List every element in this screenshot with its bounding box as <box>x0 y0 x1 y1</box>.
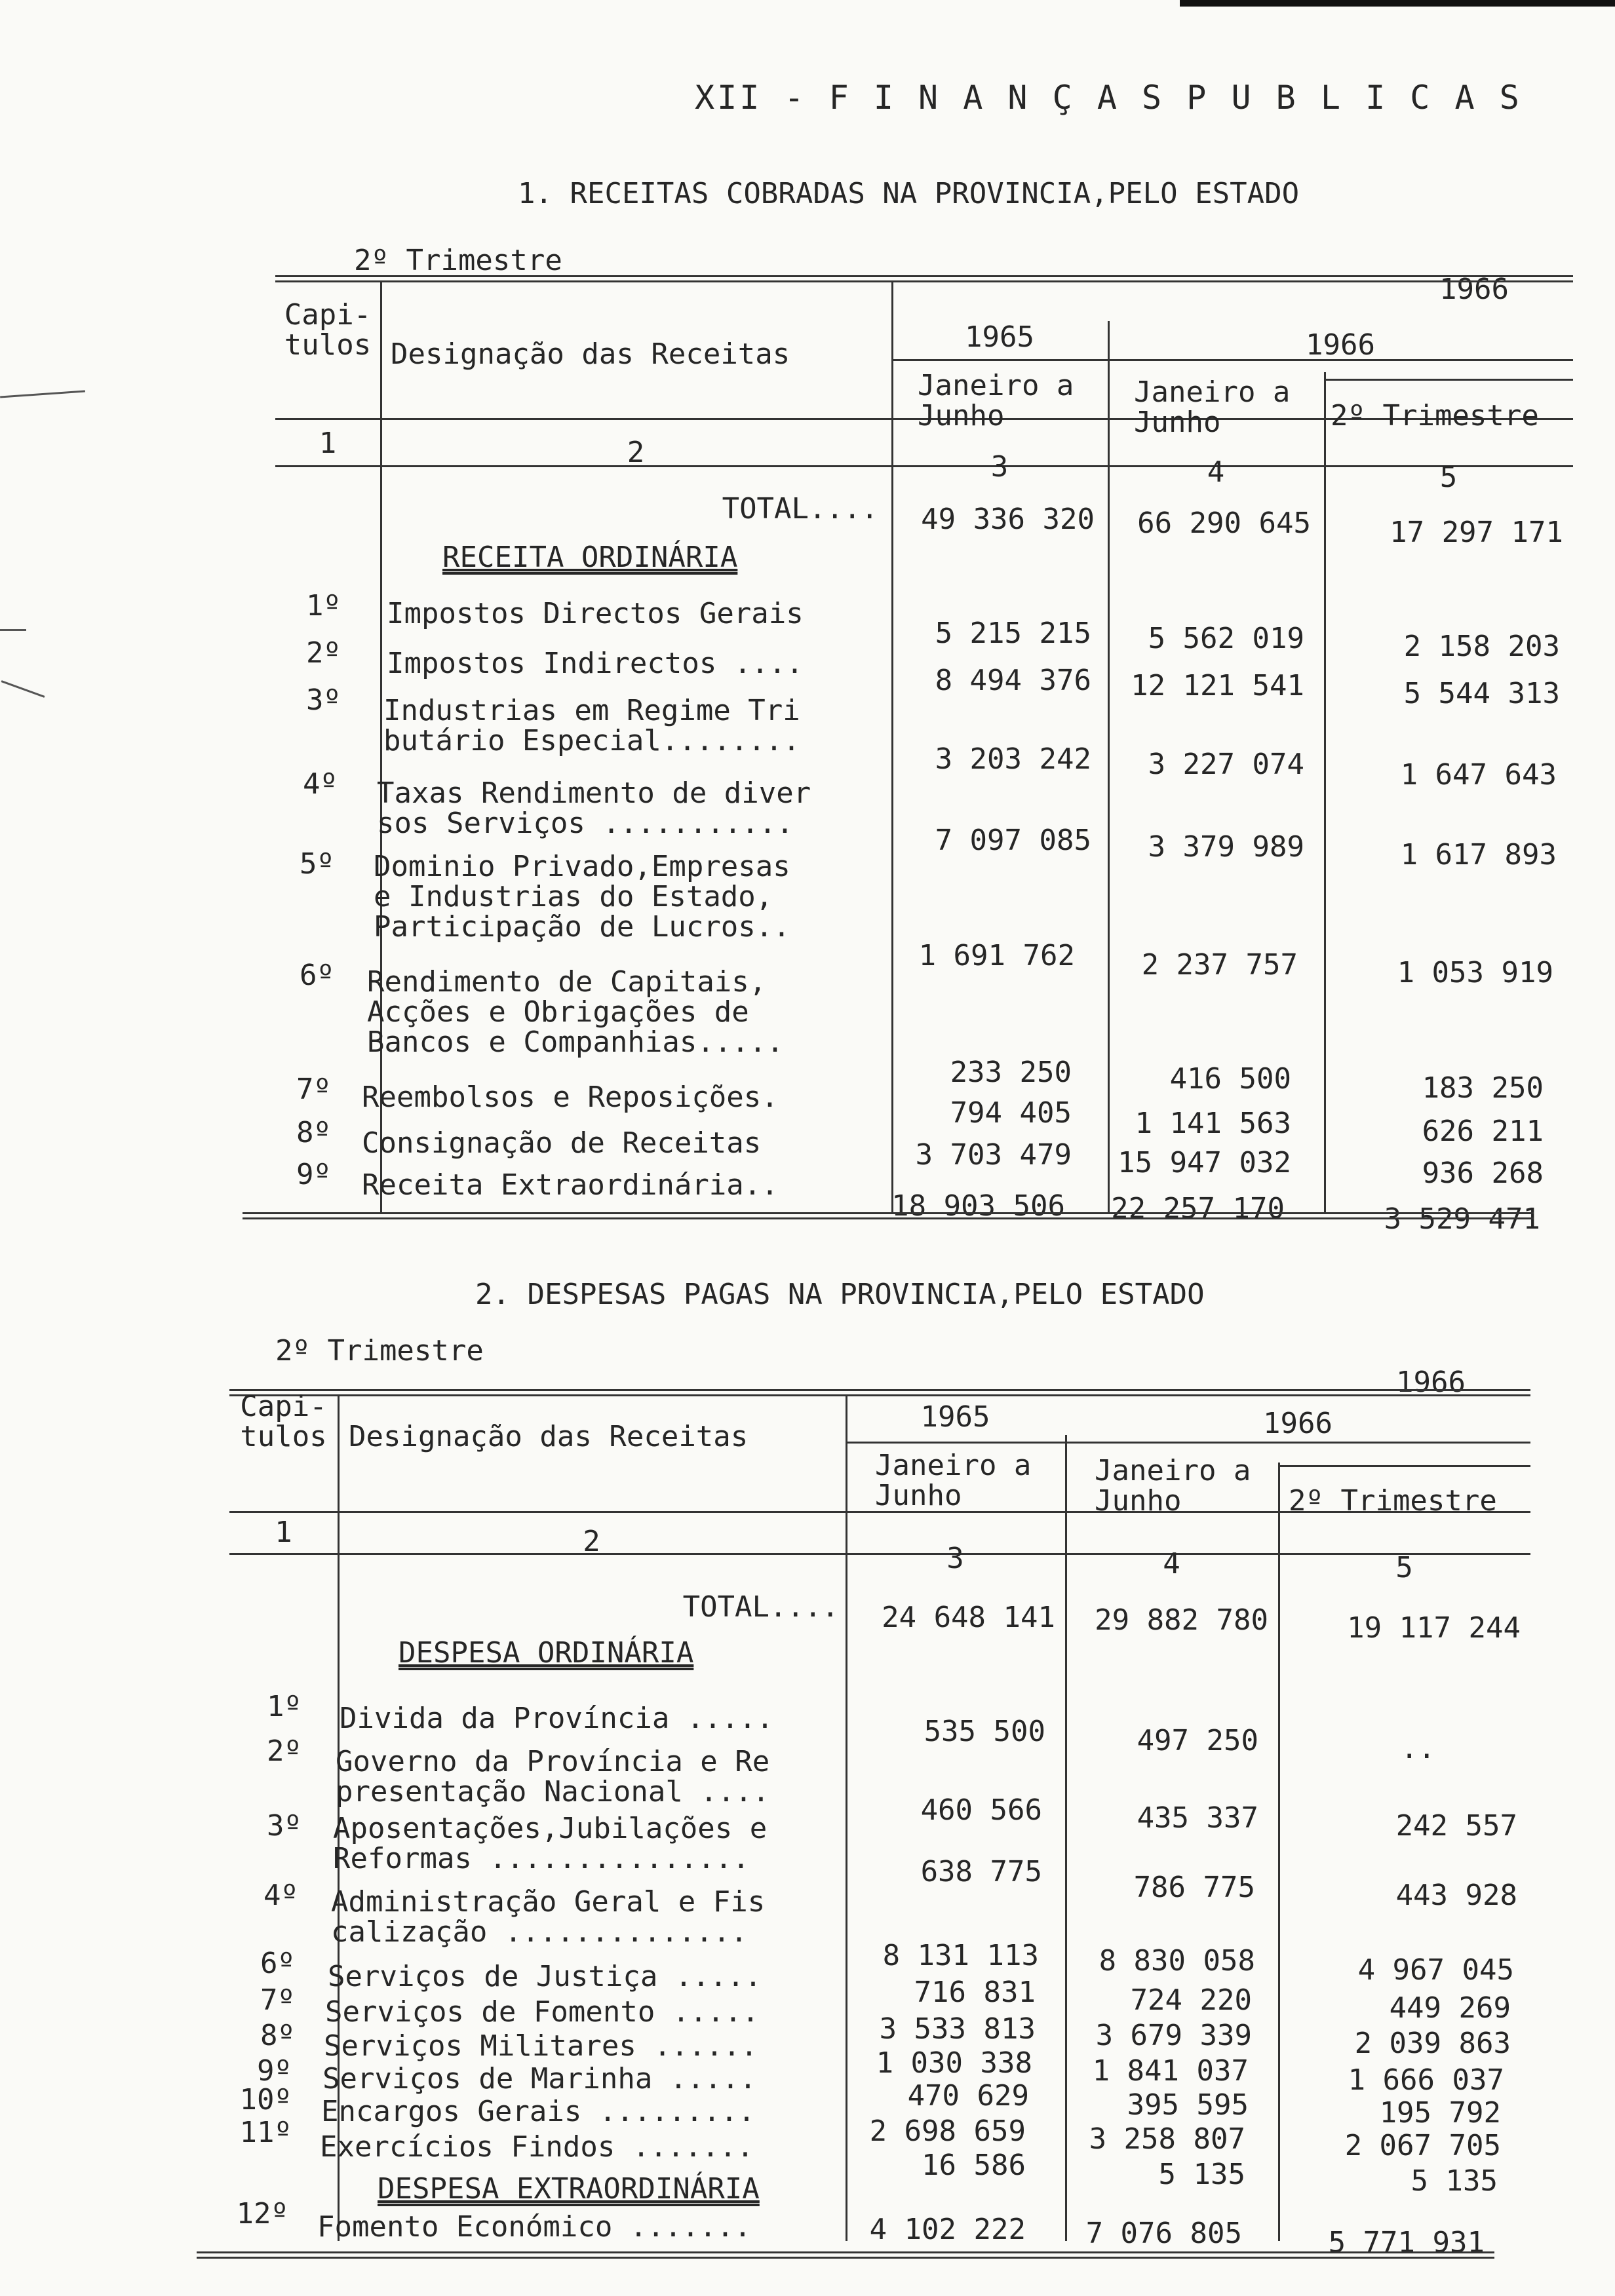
header-col5: 2º Trimestre <box>1289 1484 1497 1518</box>
row-designacao: Serviços de Marinha ..... <box>322 2062 757 2095</box>
header-year-1966: 1966 <box>1306 328 1375 362</box>
col-divider <box>380 282 382 1212</box>
header-capitulos: Capi- tulos <box>240 1390 327 1453</box>
table-title: 1. RECEITAS COBRADAS NA PROVINCIA,PELO ESTADO <box>518 177 1300 210</box>
row-col4: 3 227 074 <box>1148 748 1304 781</box>
year-label: 1966 <box>1396 1366 1466 1399</box>
col-number: 1 <box>275 1516 292 1549</box>
row-col5: 626 211 <box>1422 1115 1544 1148</box>
row-capitulo: 6º <box>300 959 334 992</box>
row-col5: 5 544 313 <box>1403 677 1560 710</box>
total-col5: 17 297 171 <box>1390 516 1563 549</box>
row-col3: 460 566 <box>920 1793 1042 1827</box>
col-number: 2 <box>627 436 645 469</box>
row-designacao: Receita Extraordinária.. <box>362 1168 779 1202</box>
row-capitulo: 7º <box>296 1073 331 1106</box>
row-designacao: Industrias em Regime Tri butário Especial........ <box>383 694 800 757</box>
row-col4: 497 250 <box>1137 1724 1258 1757</box>
row-designacao: Taxas Rendimento de diver sos Serviços ........... <box>377 776 811 840</box>
bottom-rule <box>243 1212 1534 1219</box>
row-capitulo: 8º <box>260 2019 295 2052</box>
row-designacao: Governo da Província e Re presentação Nacional .... <box>336 1745 770 1808</box>
top-rule <box>275 275 1573 282</box>
row-designacao: Serviços de Fomento ..... <box>325 1995 760 2029</box>
row-col5: 242 557 <box>1395 1809 1517 1843</box>
row-designacao: Serviços de Justiça ..... <box>328 1960 762 1993</box>
row-col3: 18 903 506 <box>891 1189 1065 1223</box>
period-label: 2º Trimestre <box>275 1334 484 1368</box>
row-capitulo: 12º <box>236 2197 288 2230</box>
row-col4: 1 841 037 <box>1092 2054 1249 2088</box>
row-col5: 443 928 <box>1395 1879 1517 1912</box>
header-col3: Janeiro a Junho <box>918 369 1074 432</box>
row-col5: 2 067 705 <box>1344 2129 1501 2162</box>
row-col4: 12 121 541 <box>1131 669 1304 702</box>
row-designacao: Impostos Indirectos .... <box>387 647 804 680</box>
row-col3: 794 405 <box>950 1096 1072 1130</box>
header-rule <box>1324 379 1573 381</box>
header-col3: Janeiro a Junho <box>875 1449 1032 1512</box>
margin-mark <box>1 680 45 698</box>
col-number: 3 <box>990 450 1009 484</box>
row-col5: 5 771 931 <box>1328 2226 1485 2259</box>
row-designacao: Impostos Directos Gerais <box>387 597 804 630</box>
row-col5: 449 269 <box>1389 1991 1511 2025</box>
col-number: 1 <box>319 427 337 460</box>
row-designacao: Exercícios Findos ....... <box>320 2130 754 2164</box>
row-col5: 2 039 863 <box>1354 2027 1511 2060</box>
row-capitulo: 1º <box>306 589 341 622</box>
row-col4: 724 220 <box>1130 1983 1252 2017</box>
margin-mark <box>0 390 85 398</box>
row-capitulo: 7º <box>260 1983 295 2017</box>
row-capitulo: 10º <box>239 2083 292 2116</box>
row-col4: 3 679 339 <box>1095 2019 1252 2052</box>
row-col3: 16 586 <box>922 2149 1026 2182</box>
scan-edge-line <box>1180 0 1615 7</box>
row-col5: 1 647 643 <box>1400 758 1557 792</box>
row-col5: 1 666 037 <box>1348 2063 1504 2097</box>
row-col4: 5 135 <box>1158 2158 1245 2191</box>
header-designacao: Designação das Receitas <box>391 337 790 371</box>
row-col3: 5 215 215 <box>935 617 1091 650</box>
row-capitulo: 5º <box>300 847 334 881</box>
row-col3: 2 698 659 <box>869 2114 1026 2148</box>
row-col3: 1 030 338 <box>876 2046 1032 2080</box>
row-col5: 195 792 <box>1379 2096 1501 2130</box>
total-label: TOTAL.... <box>722 492 878 526</box>
row-col4: 3 379 989 <box>1148 830 1304 864</box>
header-col5: 2º Trimestre <box>1331 399 1539 432</box>
row-col3: 3 203 242 <box>935 742 1091 776</box>
total-col3: 49 336 320 <box>921 503 1095 536</box>
margin-mark <box>0 629 26 631</box>
row-designacao: Administração Geral e Fis calização .............. <box>331 1885 766 1949</box>
row-col4: 786 775 <box>1133 1871 1255 1904</box>
row-designacao: Consignação de Receitas <box>362 1126 762 1160</box>
table-title: 2. DESPESAS PAGAS NA PROVINCIA,PELO ESTADO <box>475 1278 1205 1311</box>
row-col3: 470 629 <box>907 2079 1029 2113</box>
row-col4: 2 237 757 <box>1141 948 1298 982</box>
row-col5: 3 529 471 <box>1384 1202 1540 1236</box>
col-number: 2 <box>583 1525 600 1558</box>
col-number: 3 <box>946 1542 964 1575</box>
row-capitulo: 3º <box>306 683 341 717</box>
section-heading: DESPESA ORDINÁRIA <box>399 1636 694 1670</box>
period-label: 2º Trimestre <box>354 244 562 277</box>
top-rule <box>229 1389 1530 1396</box>
row-capitulo: 3º <box>267 1809 302 1843</box>
row-col5: 936 268 <box>1422 1157 1544 1190</box>
row-designacao: Serviços Militares ...... <box>324 2029 758 2063</box>
row-capitulo: 6º <box>260 1947 295 1980</box>
col-number: 4 <box>1163 1547 1180 1580</box>
row-col3: 1 691 762 <box>918 939 1075 972</box>
row-col3: 3 703 479 <box>915 1138 1072 1172</box>
row-col3: 638 775 <box>920 1855 1042 1888</box>
header-designacao: Designação das Receitas <box>349 1420 749 1453</box>
header-year-1966: 1966 <box>1263 1407 1333 1440</box>
row-capitulo: 8º <box>296 1116 331 1149</box>
row-capitulo: 4º <box>263 1879 298 1912</box>
col-number: 4 <box>1207 455 1225 489</box>
total-col3: 24 648 141 <box>882 1601 1055 1634</box>
year-label: 1966 <box>1439 273 1509 306</box>
header-year-1965: 1965 <box>920 1400 990 1434</box>
row-designacao: Dominio Privado,Empresas e Industrias do Estado, Participação de Lucros.. <box>374 850 790 944</box>
total-col5: 19 117 244 <box>1347 1611 1521 1645</box>
row-col5: 4 967 045 <box>1357 1953 1514 1987</box>
document-title: XII - F I N A N Ç A S P U B L I C A S <box>695 79 1522 117</box>
row-capitulo: 1º <box>267 1690 302 1723</box>
row-col3: 716 831 <box>914 1976 1036 2009</box>
row-col5: .. <box>1401 1732 1435 1765</box>
total-col4: 66 290 645 <box>1137 507 1311 540</box>
row-capitulo: 4º <box>303 767 338 801</box>
row-col4: 5 562 019 <box>1148 622 1304 655</box>
row-col4: 435 337 <box>1137 1801 1258 1835</box>
total-col4: 29 882 780 <box>1095 1603 1268 1637</box>
row-designacao: Reembolsos e Reposições. <box>362 1081 779 1114</box>
row-col4: 3 258 807 <box>1089 2122 1245 2156</box>
row-col3: 8 131 113 <box>882 1939 1039 1972</box>
header-rule <box>1278 1465 1530 1467</box>
row-col3: 4 102 222 <box>869 2213 1026 2246</box>
col-number: 5 <box>1439 461 1458 494</box>
row-capitulo: 2º <box>306 636 341 670</box>
row-col5: 2 158 203 <box>1403 630 1560 663</box>
row-capitulo: 2º <box>267 1734 302 1768</box>
section-heading: RECEITA ORDINÁRIA <box>442 541 738 574</box>
row-col5: 5 135 <box>1411 2164 1498 2198</box>
bottom-rule <box>197 2251 1494 2259</box>
col-number: 5 <box>1395 1551 1413 1584</box>
header-rule <box>846 1442 1530 1444</box>
row-col4: 1 141 563 <box>1135 1107 1291 1140</box>
row-col4: 416 500 <box>1169 1062 1291 1096</box>
header-capitulos: Capi- tulos <box>284 298 372 362</box>
header-col4: Janeiro a Junho <box>1134 375 1291 439</box>
row-col3: 535 500 <box>924 1715 1045 1748</box>
total-label: TOTAL.... <box>682 1590 839 1624</box>
header-year-1965: 1965 <box>965 320 1034 354</box>
row-capitulo: 11º <box>239 2116 292 2149</box>
row-designacao: Fomento Económico ....... <box>317 2210 752 2244</box>
row-col4: 15 947 032 <box>1118 1146 1291 1179</box>
row-col3: 3 533 813 <box>879 2012 1036 2046</box>
row-col5: 183 250 <box>1422 1071 1544 1105</box>
row-col4: 7 076 805 <box>1085 2217 1242 2250</box>
row-col5: 1 617 893 <box>1400 838 1557 871</box>
row-col3: 7 097 085 <box>935 824 1091 857</box>
row-capitulo: 9º <box>296 1158 331 1191</box>
row-col3: 233 250 <box>950 1056 1072 1089</box>
row-col4: 22 257 170 <box>1111 1192 1285 1225</box>
row-designacao: Encargos Gerais ......... <box>321 2095 756 2128</box>
row-capitulo: 9º <box>257 2054 292 2088</box>
row-col4: 8 830 058 <box>1099 1944 1255 1978</box>
row-designacao: Rendimento de Capitais, Acções e Obrigações de Bancos e Companhias..... <box>367 965 784 1059</box>
row-col4: 395 595 <box>1127 2088 1249 2122</box>
row-designacao: Divida da Província ..... <box>340 1702 774 1735</box>
row-col3: 8 494 376 <box>935 664 1091 697</box>
row-col5: 1 053 919 <box>1397 956 1553 989</box>
row-designacao: Aposentações,Jubilações e Reformas ............... <box>333 1812 768 1875</box>
section-heading: DESPESA EXTRAORDINÁRIA <box>378 2172 760 2206</box>
header-col4: Janeiro a Junho <box>1095 1454 1251 1518</box>
